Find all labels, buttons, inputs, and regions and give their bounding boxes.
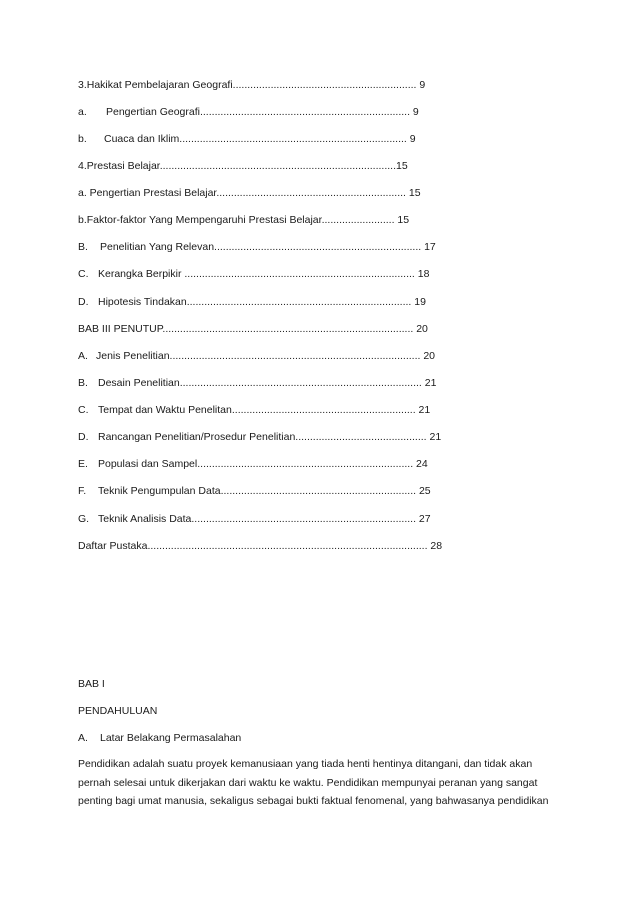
toc-entry: E. Populasi dan Sampel.......................................................................... 24: [78, 458, 428, 470]
toc-entry: BAB III PENUTUP...................................................................................... 20: [78, 323, 428, 335]
toc-entry: C. Tempat dan Waktu Penelitan............................................................... 21: [78, 404, 431, 416]
toc-entry: C. Kerangka Berpikir ............................................................................... 18: [78, 268, 430, 280]
toc-entry: a. Pengertian Prestasi Belajar................................................................. 15: [78, 187, 421, 199]
body-paragraph: [78, 755, 568, 811]
toc-entry: a. Pengertian Geografi........................................................................ 9: [78, 106, 419, 118]
toc-entry: 3.Hakikat Pembelajaran Geografi............................................................... 9: [78, 79, 426, 91]
toc-entry: D. Hipotesis Tindakan............................................................................. 19: [78, 296, 426, 308]
toc-entry: B. Desain Penelitian................................................................................... 21: [78, 377, 437, 389]
toc-entry: B. Penelitian Yang Relevan....................................................................... 17: [78, 241, 436, 253]
toc-entry: A. Jenis Penelitian...................................................................................... 20: [78, 350, 436, 362]
toc-entry: 4.Prestasi Belajar.................................................................................15: [78, 160, 408, 172]
chapter-title: PENDAHULUAN: [78, 705, 158, 717]
paragraph-line: Pendidikan adalah suatu proyek kemanusiaan yang tiada henti hentinya ditangani, dan tidak akan: [78, 758, 533, 770]
toc-entry: D. Rancangan Penelitian/Prosedur Penelitian............................................. 21: [78, 431, 442, 443]
toc-entry: b. Cuaca dan Iklim.............................................................................. 9: [78, 133, 416, 145]
toc-entry: b.Faktor-faktor Yang Mempengaruhi Prestasi Belajar......................... 15: [78, 214, 410, 226]
toc-entry: Daftar Pustaka................................................................................................ 28: [78, 540, 443, 552]
chapter-number: BAB I: [78, 678, 105, 690]
paragraph-line: pernah selesai untuk dikerjakan dari waktu ke waktu. Pendidikan mempunyai peranan yang sangat: [78, 776, 538, 789]
paragraph-line: penting bagi umat manusia, sekaligus sebagai bukti faktual fenomenal, yang bahwasanya pendidikan: [78, 795, 549, 808]
toc-entry: F. Teknik Pengumpulan Data................................................................... 25: [78, 485, 431, 497]
toc-entry: G. Teknik Analisis Data............................................................................. 27: [78, 513, 431, 525]
section-heading: A. Latar Belakang Permasalahan: [78, 732, 242, 744]
